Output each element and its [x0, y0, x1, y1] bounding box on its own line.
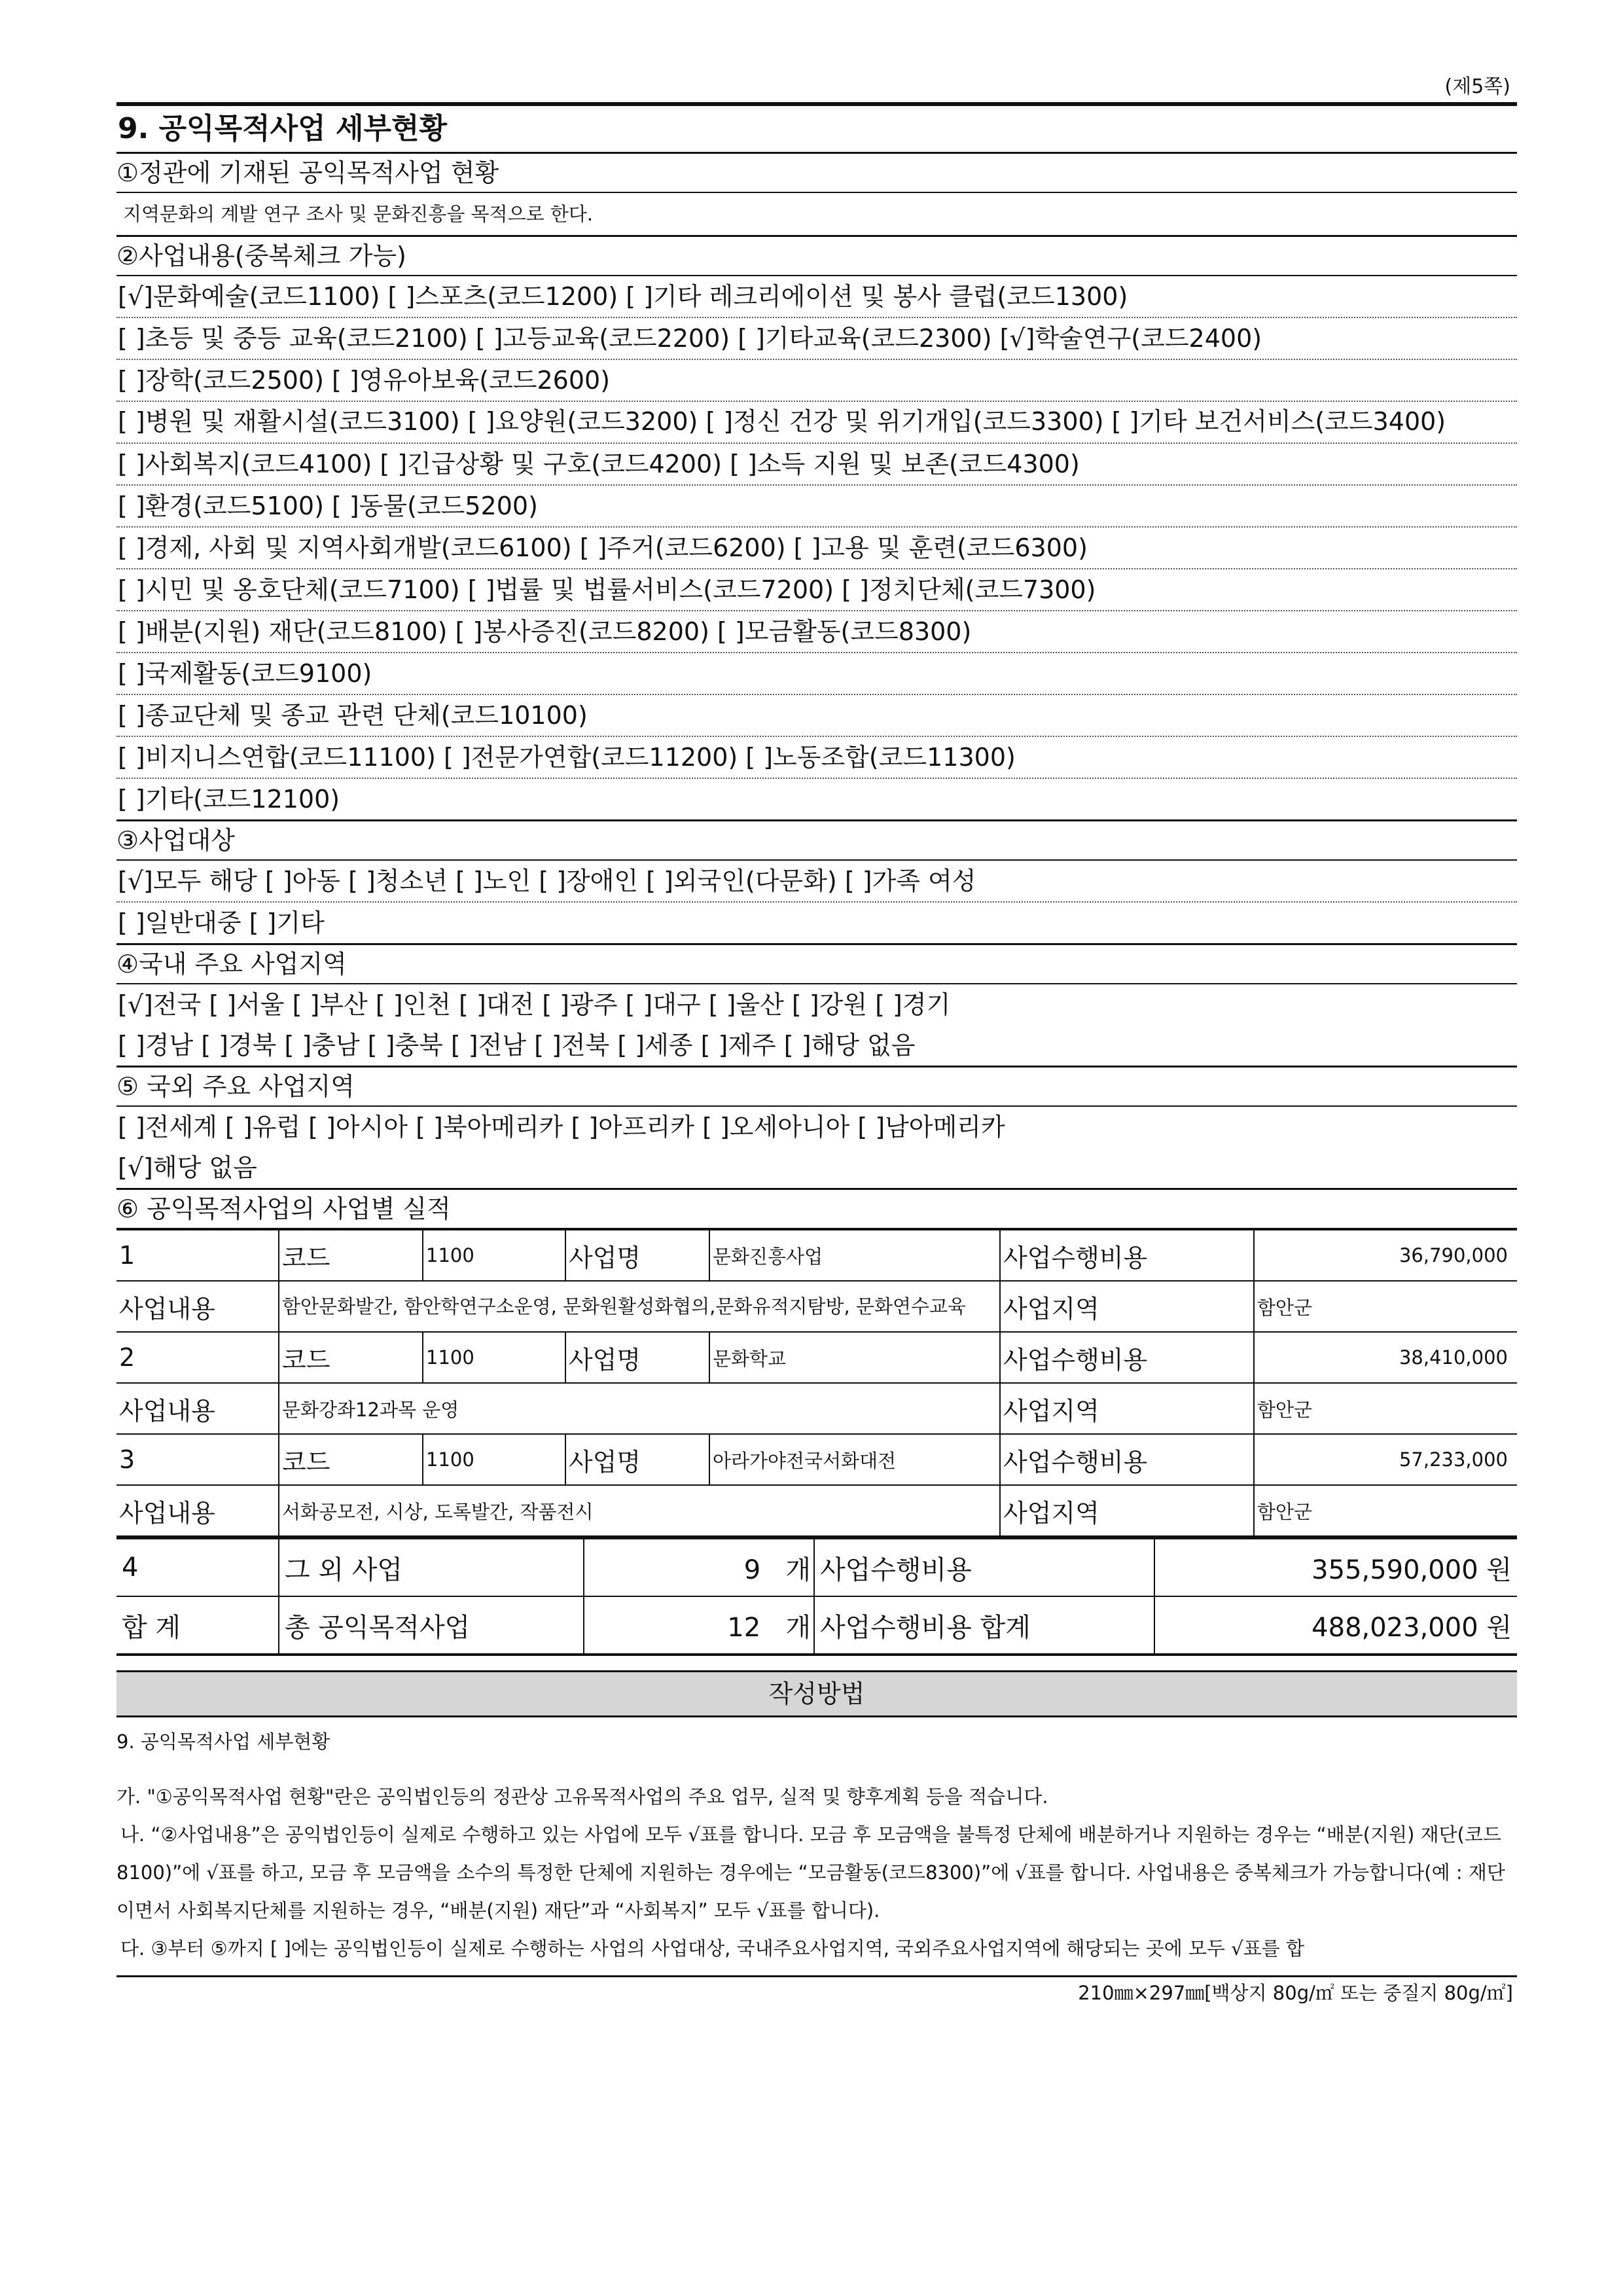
- project-content: 서화공모전, 시상, 도록발간, 작품전시: [279, 1485, 1000, 1536]
- other-count: 9: [743, 1554, 761, 1585]
- total-count: 12: [727, 1612, 761, 1643]
- cost-label: 사업수행비용: [1000, 1434, 1254, 1485]
- project-detail-row: [116, 1383, 1517, 1434]
- name-label: 사업명: [565, 1229, 709, 1281]
- name-label: 사업명: [565, 1434, 709, 1485]
- guide-section-title: 9. 공익목적사업 세부현황: [116, 1731, 330, 1753]
- domestic-region-line: [ ]경남 [ ]경북 [ ]충남 [ ]충북 [ ]전남 [ ]전북 [ ]세종 [ ]제주 [ ]해당 없음: [116, 1025, 1517, 1067]
- business-line: [ ]병원 및 재활시설(코드3100) [ ]요양원(코드3200) [ ]정신 건강 및 위기개입(코드3300) [ ]기타 보건서비스(코드3400): [116, 402, 1517, 444]
- total-row: [116, 1596, 1517, 1655]
- total-count-unit: 개: [785, 1612, 811, 1643]
- business-line: [ ]종교단체 및 종교 관련 단체(코드10100): [116, 695, 1517, 737]
- project-code: 1100: [423, 1434, 565, 1485]
- section-6-title: ⑥ 공익목적사업의 사업별 실적: [116, 1194, 451, 1223]
- other-amount: 355,590,000 원: [1154, 1538, 1517, 1596]
- project-code: 1100: [423, 1332, 565, 1383]
- paper-spec-footer: 210㎜×297㎜[백상지 80g/㎡ 또는 중질지 80g/㎡]: [1078, 1982, 1513, 2004]
- page-title: 9. 공익목적사업 세부현황: [116, 102, 1517, 154]
- section-1-title: ①정관에 기재된 공익목적사업 현황: [116, 154, 1517, 193]
- business-line: [ ]사회복지(코드4100) [ ]긴급상황 및 구호(코드4200) [ ]소득 지원 및 보존(코드4300): [116, 444, 1517, 486]
- other-count-cell: [584, 1538, 814, 1596]
- project-content: 문화강좌12과목 운영: [279, 1383, 1000, 1434]
- business-line: [ ]환경(코드5100) [ ]동물(코드5200): [116, 486, 1517, 528]
- project-name: 문화학교: [709, 1332, 1000, 1383]
- business-line: [ ]기타(코드12100): [116, 779, 1517, 821]
- content-label: 사업내용: [116, 1281, 279, 1332]
- summary-table: [116, 1537, 1517, 1656]
- guide-item: 다. ③부터 ⑤까지 [ ]에는 공익법인등이 실제로 수행하는 사업의 사업대상, 국내주요사업지역, 국외주요사업지역에 해당되는 곳에 모두 √표를 합: [120, 1937, 1305, 1960]
- total-number: 합 계: [116, 1596, 279, 1655]
- other-count-unit: 개: [785, 1554, 811, 1585]
- form-page: [116, 72, 1517, 2009]
- guide-header: 작성방법: [116, 1670, 1517, 1717]
- project-number: 2: [116, 1332, 279, 1383]
- project-row: [116, 1332, 1517, 1383]
- target-line: [ ]일반대중 [ ]기타: [116, 903, 1517, 945]
- business-line: [ ]초등 및 중등 교육(코드2100) [ ]고등교육(코드2200) [ ]기타교육(코드2300) [√]학술연구(코드2400): [116, 318, 1517, 360]
- project-number: 3: [116, 1434, 279, 1485]
- business-line: [ ]국제활동(코드9100): [116, 653, 1517, 695]
- project-name: 아라가야전국서화대전: [709, 1434, 1000, 1485]
- total-count-cell: [584, 1596, 814, 1655]
- code-label: 코드: [279, 1434, 423, 1485]
- domestic-region-line: [√]전국 [ ]서울 [ ]부산 [ ]인천 [ ]대전 [ ]광주 [ ]대구 [ ]울산 [ ]강원 [ ]경기: [118, 990, 951, 1019]
- business-line: [ ]비지니스연합(코드11100) [ ]전문가연합(코드11200) [ ]노동조합(코드11300): [116, 737, 1517, 779]
- other-number: 4: [116, 1538, 279, 1596]
- project-row: [116, 1434, 1517, 1485]
- guide-item: 가. "①공익목적사업 현황"란은 공익법인등의 정관상 고유목적사업의 주요 업무, 실적 및 향후계획 등을 적습니다.: [116, 1785, 1048, 1808]
- overseas-region-line: [√]해당 없음: [116, 1147, 1517, 1190]
- business-line: [ ]시민 및 옹호단체(코드7100) [ ]법률 및 법률서비스(코드7200) [ ]정치단체(코드7300): [116, 569, 1517, 611]
- project-region: 함안군: [1254, 1485, 1517, 1536]
- project-detail-row: [116, 1485, 1517, 1536]
- performance-table: [116, 1228, 1517, 1537]
- guide-body: [116, 1723, 1517, 1967]
- project-region: 함안군: [1254, 1281, 1517, 1332]
- code-label: 코드: [279, 1229, 423, 1281]
- total-cost-label: 사업수행비용 합계: [814, 1596, 1154, 1655]
- cost-label: 사업수행비용: [1000, 1332, 1254, 1383]
- project-detail-row: [116, 1281, 1517, 1332]
- region-label: 사업지역: [1000, 1281, 1254, 1332]
- project-cost: 36,790,000: [1254, 1229, 1517, 1281]
- project-region: 함안군: [1254, 1383, 1517, 1434]
- region-label: 사업지역: [1000, 1485, 1254, 1536]
- project-number: 1: [116, 1229, 279, 1281]
- business-line: [ ]배분(지원) 재단(코드8100) [ ]봉사증진(코드8200) [ ]모금활동(코드8300): [116, 611, 1517, 653]
- section-5-title: ⑤ 국외 주요 사업지역: [116, 1067, 1517, 1107]
- code-label: 코드: [279, 1332, 423, 1383]
- target-line: [√]모두 해당 [ ]아동 [ ]청소년 [ ]노인 [ ]장애인 [ ]외국인(다문화) [ ]가족 여성: [116, 861, 1517, 903]
- section-1-text: 지역문화의 계발 연구 조사 및 문화진흥을 목적으로 한다.: [116, 193, 1517, 237]
- project-code: 1100: [423, 1229, 565, 1281]
- project-cost: 57,233,000: [1254, 1434, 1517, 1485]
- business-line: [ ]장학(코드2500) [ ]영유아보육(코드2600): [116, 360, 1517, 402]
- project-row: [116, 1229, 1517, 1281]
- content-label: 사업내용: [116, 1485, 279, 1536]
- project-name: 문화진흥사업: [709, 1229, 1000, 1281]
- cost-label: 사업수행비용: [1000, 1229, 1254, 1281]
- content-label: 사업내용: [116, 1383, 279, 1434]
- name-label: 사업명: [565, 1332, 709, 1383]
- business-line: [ ]경제, 사회 및 지역사회개발(코드6100) [ ]주거(코드6200) [ ]고용 및 훈련(코드6300): [116, 528, 1517, 569]
- other-cost-label: 사업수행비용: [814, 1538, 1154, 1596]
- section-2-title: ②사업내용(중복체크 가능): [116, 237, 1517, 276]
- page-number: (제5쪽): [1444, 75, 1510, 98]
- total-amount: 488,023,000 원: [1154, 1596, 1517, 1655]
- section-3-title: ③사업대상: [116, 821, 1517, 861]
- other-label: 그 외 사업: [279, 1538, 584, 1596]
- guide-item: 나. “②사업내용”은 공익법인등이 실제로 수행하고 있는 사업에 모두 √표를 합니다. 모금 후 모금액을 불특정 단체에 배분하거나 지원하는 경우는 “배분(지원) 재단(코드8100)”에 √표를 하고, 모금 후 모금액을 소수의 특정한 단체에 지원하는 경우에는 “모금활동(코드8300)”에 √표를 합니다. 사업내용은 중복체크가 가능합니다(예 : 재단이면서 사회복지단체를 지원하는 경우, “배분(지원) 재단”과 “사회복지” 모두 √표를 합니다).: [116, 1823, 1505, 1922]
- project-cost: 38,410,000: [1254, 1332, 1517, 1383]
- overseas-region-line: [ ]전세계 [ ]유럽 [ ]아시아 [ ]북아메리카 [ ]아프리카 [ ]오세아니아 [ ]남아메리카: [118, 1113, 1005, 1141]
- other-projects-row: [116, 1538, 1517, 1596]
- region-label: 사업지역: [1000, 1383, 1254, 1434]
- business-line: [√]문화예술(코드1100) [ ]스포츠(코드1200) [ ]기타 레크리에이션 및 봉사 클럽(코드1300): [116, 276, 1517, 318]
- total-label: 총 공익목적사업: [279, 1596, 584, 1655]
- project-content: 함안문화발간, 함안학연구소운영, 문화원활성화협의,문화유적지탐방, 문화연수교육: [279, 1281, 1000, 1332]
- section-4-title: ④국내 주요 사업지역: [116, 945, 1517, 984]
